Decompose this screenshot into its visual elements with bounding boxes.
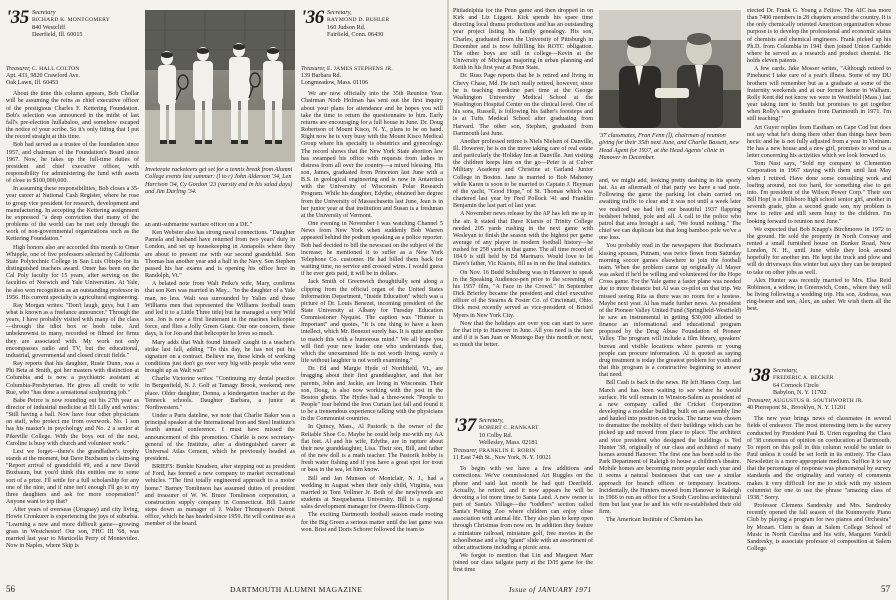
secretary-city: Babylon, N. Y. 11702 <box>773 389 827 396</box>
column-class-37-end <box>747 8 891 364</box>
paragraph: Bill and Jan Munson of Montclair, N. J., had a wedding in August when their only child, Virginia, was married to Tom Vollmer Jr. Both of the newlyweds are students at Susquehanna University. Bill is a regional sales development manager for Owens-Illinois Corp. <box>301 475 443 511</box>
secretary-name: ROBERT C. BANKART <box>479 425 539 431</box>
treasurer-role: Treasurer, <box>453 448 478 454</box>
head-agents-photo-caption: '37 classmates, Fran Fenn (l), chairman of reunion giving for their 35th next June, and Charlie Bassett, new Head Agent for 1937, at the Head Agents' clinic in Hanover in December. <box>599 132 740 162</box>
paragraph: We forgot to mention that Lin and Margaret Marr joined our class tailgate party at the D/H game for the first time <box>453 553 593 572</box>
class-year: '35 <box>6 8 29 28</box>
page-number-left: 56 <box>6 584 15 594</box>
paragraph: A belated note from Walt Petke's wife, Mary, confirms that son Ken was married in May... "to the daughter of a Yale man, no less. Walt was surrounded by Yalies and those Williams men that represented the Williams football team and led it to a Little Three title) but he managed a very Wild son. Jon is now a first lieutenant in the marines helicopter force, and flies a Jolly Green Giant. Our one concern, these days, is for Jon and that helicopter he loves so much. <box>145 281 295 338</box>
column-class-36 <box>301 8 443 570</box>
magazine-name: DARTMOUTH ALUMNI MAGAZINE <box>230 585 363 594</box>
class-year: '38 <box>747 366 770 386</box>
secretary-address: 160 Judson Rd. <box>327 24 366 31</box>
secretary-role: Secretary, <box>773 367 798 374</box>
tennis-photo-caption: Inveterate racketeers get set for a tennis break from Alumni College events last summer: (l to r) John Alderson '34, Len Harrison '34, Cy Gordon '23 (varsity end in his salad days) and Jim Darling '34. <box>145 166 293 196</box>
treasurer-city: Oak Lawn, Ill. 60453 <box>6 80 59 87</box>
secretary-city: Fairfield, Conn. 06430 <box>327 31 384 38</box>
paragraph: Charlie Victorine writes: "Continuing my dental practice in Bergenfield, N. J. Golf at Tamagy Brook, weekend; new place. Older daughter, Donna, a kindergarten teacher at the Tenneck schools. Daughter Barbara, a junior at Northwestern." <box>145 376 295 411</box>
column-class-36-continued <box>453 8 593 413</box>
paragraph: Art Guyer replies from Eastham on Cape Cod but does not say what he's doing there other than things have been hectic and he is not fully adjusted from a year in Vietnam. He has a new house and a new girl, promises to send us a letter concerning his activities which we look forward to. <box>747 124 891 160</box>
secretary-name: FREDERIC A. BECKER <box>773 375 834 381</box>
paragraph: Ray reports that his daughter, Rusie Dunn, was a Phi Beta at Smith, got her masters with distinction at Columbia and is now a psychiatric assistant at Columbia-Presbyterian. He gives all credit to wife Rue, who "has done a sensational sculpturing job." <box>6 361 139 396</box>
class-38-body <box>747 416 891 553</box>
treasurer-block <box>301 66 443 87</box>
class-36-header <box>301 8 443 64</box>
issue-date: Issue of JANUARY 1971 <box>509 585 592 594</box>
class-36-body <box>301 91 443 534</box>
treasurer-role: Treasurer, <box>747 398 772 404</box>
treasurer-address: 40 Pierrepont St., Brooklyn, N. Y. 11201 <box>747 405 847 412</box>
paragraph: The new year brings news of classmates in several fields of endeavor. The most interesting item is the survey conducted by President Paul B. Urien regarding the Class of '38 concensus of opinion on coeducation at Dartmouth. To report on this poll in this column would be unfair to Paul unless it could be set forth in its entirety. The Class Newsletter is a more appropriate medium. Suffice it to say that the percentage of response was phenomenal by survey standards and the originality and variety of comments makes it very difficult for me to stick with my sixteen columnist for one to use the phrase "amazing class of 1938." Sorry. <box>747 416 891 501</box>
class-38-header <box>747 366 891 394</box>
paragraph: After years of overseas (Uruguay) and city living, Howie Cronkurer is experiencing the joys of suburbia. "Learning a new and more difficult game—growing grass in Westchester! Our son, FHC III '68, was married last year to Marticella Perry of Montevideo. Now in Naples, where Skip is <box>6 507 139 549</box>
secretary-address: 840 Westcliff <box>32 24 66 31</box>
column-class-38 <box>747 366 891 572</box>
paragraph: The American Institute of Chemists has <box>606 517 703 524</box>
paragraph: Dr. Ed and Margie Hyde of Northfield, Vt., are bragging about their first granddaughter, and that her parents, John and Jackie, are living in Wisconsin. Their son, Doug, is also now working with the post in the Boston ghetto. The Hydes had a three-week "People to People" tour behind the Iron Curtain last fall and found it to be a tremendous experience talking with the physicians in the Communist countries. <box>301 366 443 423</box>
paragraph: Bill Cash is back in the news. He left Hanes Corp. last March and has been waiting to see where he would surface. He will remain in Winston-Salem as president of a new company called the Cricket Corporation developing a modular building built on an assembly line and hauled into position on trucks. The name was chosen to dramatize the mobility of their buildings which can be picked up and moved from place to place. The architect and vice president who designed the buildings is Ted Hunter '38, originally of our class and architect of many homes around Hanover. The first one has been sold to the Park Department of Raleigh to house a children's theatre. Mobile homes are becoming more popular each year and it seems a natural businesses that can use a similar approach for branch offices or temporary locations. Incidentally, the Hunters moved from Hanover to Raleigh in 1966 to run an office for a South Carolina architectural firm but last year he and his wife re-established their old firm. <box>599 380 741 516</box>
treasurer-address: Apt. 433, 9820 Crawford Ave. <box>6 73 80 80</box>
tennis-photo-image <box>145 10 295 162</box>
column-class-35-continued <box>145 222 295 570</box>
paragraph: Dr. Russ Page reports that he is retired and living in Chevy Chase, Md. He isn't really retired, however, since he is teaching medicine part time at the George Washington University Medical School at the Washington Hospital Center on the clinical level. One of his sons, Russell, is following his father's footsteps and is at Tufts Medical School after graduating from Harvard. The other son, Stephen, graduated from Dartmouth last June. <box>453 73 593 137</box>
paragraph: In assuming these responsibilities, Bob closes a 35-year career at National Cash Register, where he rose to group vice president for research, development and manufacturing. In accepting the Kettering assignment he expressed "a deep conviction that many of the problems of the world can be met only through the work of non-governmental organizations such as the Kettering Foundation." <box>6 186 139 243</box>
paragraph: Now that the holidays are over you can start to save for that trip to Hanover in June. All you need is the fare and if it is San Juan or Montego Bay this month or next, so much the better. <box>453 320 593 349</box>
treasurer-name: C. HALL COLTON <box>31 66 80 72</box>
paragraph: Another professed retiree is Niels Nielsen of Danville, Ill. However, he is on the move taking care of real estate and particularly the Holiday Inn at Danville. Just visiting the children keeps him on the go—Peter is at Culver Military Academy and Christine at Garland Junior College in Boston. Jane is married to Bob Mahoney while Karen is soon to be married to Captain J. Heyman of the yacht, "Good Hope," of St. Thomas which was chartered last year by Fred Pollock '41 and Franklin Benjamin the last part of last year. <box>453 138 593 210</box>
paragraph: Ken Webster also has strong naval connections. "Daughter Pamela and husband have returned from two years' duty in London, and set up housekeeping in Annapolis where they are about to present me with our second grandchild. Son Thomas has another year and a half in the Navy. Son Stephen passed his bar exams and is opening his office here in Randolph, Vt." <box>145 230 295 280</box>
class-year: '37 <box>453 416 476 436</box>
paragraph: We are now officially into the 35th Reunion Year. Chairman Norb Hofman has sent out the first inquiry about your plans for attendance and he hopes you will take the time to return the questionnaire to him. Early returns are encouraging for a full house in June. Dr. Doug Robertson of Mount Kisco, N. Y., plans to be on hand. Right now he is very busy with the Mount Kisco Medical Group where his specialty is obstetrics and gynecology. The record shows that the New York State abortion law has swamped his office with requests from ladies in distress from all over the country—a mixed blessing. His son, James, graduated from Princeton last June with a B.S. in geological engineering and is now in Antarctica with the University of Wisconsin Polar Research Program. While his daughter, Edythe, obtained her degree from the University of Massachusetts last June, Jean is in her junior year at that institution and Susan is a freshman at the University of Vermont. <box>301 91 443 219</box>
treasurer-block <box>6 66 139 87</box>
paragraph: To begin with we have a few additions and corrections. We've commissioned Art Ruggles on the phone and said last month he had quit Deerfield. Actually, he retired, and it now appears he will be devoting a lot more time to Santa Land. A new owner is part of Santa's Village—the "toddlers" section called Santa's Petting Zoo where children can enjoy close association with animal life. They also plan to keep open through Christmas from now on. In addition they feature a miniature railroad, miniature golf, free movies in the schoolhouse and a big "giant" slide with an assortment of other attractions including a picnic area. <box>453 466 593 551</box>
treasurer-name: E. JAMES STEPHENS JR. <box>326 66 393 72</box>
class-37-header <box>453 416 593 444</box>
paragraph: Ray Morgan writes: "Don't laugh, guys, but I am what is known as a freelance announcer." Through the years, I have probably visited with many of the class—through the idiot box or boob tube. And unbeknownst to many, recorded or filmed for firms they are associated with. My work not only encompasses radio and TV, but the educational, industrial, governmental and closed circuit fields." <box>6 302 139 359</box>
secretary-city: Wellesley, Mass. 02181 <box>479 439 538 446</box>
paragraph: In Quincy, Mass., Al Pastorik is the owner of the Reliable Shoe Co. Maybe he could help me-with my AA flat feet. Al and his wife, Edythe, are in rapture about their new granddaughter, Lisa. Their son, Bill, and father of the new doll is a math teacher. The Pastorik hobby is fresh water fishing and if you have a great spot for trout or bass in the sea, let him know. <box>301 424 443 474</box>
paragraph: Under a Paris dateline, we note that Charlie Baker was a principal speaker at the International Iron and Steel Institute's fourth annual conference. I must have missed the announcement of this promotion. Charlie is now secretary-general of the Institute, after a distinguished career at Universal Atlas Cement, which he previously headed as president. <box>145 413 295 462</box>
paragraph: We expected that Bob Knapp's Birchmores in 1972 to the ground. He sold the property in North Conway and rented a small furnished house on Bunker Road, New London, N. H., until June while they look around hopefully for another inn. He kept the truck and plow and will do driveways this winter but says they can be tempted to take on other jobs as well. <box>747 226 891 276</box>
class-35-header <box>6 8 139 64</box>
paragraph: Alex Hunter was recently married to Mrs. Elsa Reid Robinson, a widow, in Greenwich, Conn., where they will be living following a wedding trip. His son, Andreas, was ring-bearer and son, Alex, an usher. We wish them all the best. <box>747 277 891 313</box>
treasurer-name: AUGUSTUS R. SOUTHWORTH JR. <box>772 398 864 404</box>
class-year: '36 <box>301 8 324 28</box>
paragraph: an anti-submarine warfare officer on a DE." <box>145 222 253 228</box>
treasurer-name: FRANKLIN E. ROBIN <box>478 448 536 454</box>
secretary-city: Deerfield, Ill. 60015 <box>32 31 83 38</box>
paragraph: Lest we forget—there's the grandfather's trophy stands at the moment, but Dave Buxbaum is claim-ing "Report arrival of grandchild #9, and a new David Buxbaum, but you'd think this entitles me to some sort of a prize. I'll settle for a full scholarship for any one of the nine, and if nine isn't enough I'll go to my three daughters and ask for more cooperation!" Anyone want to top that? <box>6 448 139 506</box>
paragraph: Mary adds that Walt found himself caught in a teacher's strike last fall, adding "To this day, he has not put his signature on a contract. Believe me, these kinds of working conditions just don't go over very big with people who were brought up as Walt was!" <box>145 339 295 375</box>
paragraph: BRIEFS: Bunkie Knudsen, after stepping out as president of Ford, has formed a new company to market recreational vehicles. "The first totally engineered approach to a motor home." Barney Tomlinson has assumed duties of president and treasurer of W. W. Bruce Tomlinson corporation, a construction supply company in Connecticut. Bill Laurie steps down as manager of J. Walter Thompson's Detroit office, which he has headed since 1959. He will continue as a member of the board. <box>145 464 295 528</box>
paragraph: High honors also are accorded this month to Omer Whipple, one of five professors selected by California State Polytechnic College in San Luis Obispo for its distinguished teachers award. Omer has been on the Cal Poly faculty for 15 years, after serving on the faculties of Norwich and Yale Universities. At Yale, he also won recognition as an outstanding professor in 1956. His current specialty is agricultural engineering. <box>6 244 139 301</box>
paragraph: A few cards. Jake Mosser writes, "Although retired to Pinehurst I take care of a year's illness. Some of my DU brothers will remember but as a graduate at some of the fraternity weekends and at our former home in Walham. Rolly Kent did not know we were in Westfield (Mass.) last year taking turn to Smith but promises to get together when Rolly's son graduates from Dartmouth in 1971. I'm still teaching!" <box>747 66 891 123</box>
secretary-address: 64 Cornock Circle <box>773 382 819 389</box>
paragraph: elected Dr. Frank G. Young a Fellow. The AIC has more than 7400 members in 28 chapters around the country. It is the only chemically oriented American organization whose purpose is to develop the professional and economic status of chemists and chemical engineers. Frank picked up his Ph.D. from Columbia in 1941 then joined Union Carbide where he served as a research and product chemist. He holds eleven patents. <box>747 8 891 65</box>
paragraph: Bob had served as a trustee of the foundation since 1957, and chairman of the Foundation's Board since 1967. Now, he takes up the full-time duties of president and chief executive officer, with responsibility for administering the fund with assets of close to $100,000,000. <box>6 142 139 185</box>
secretary-role: Secretary, <box>327 9 352 16</box>
secretary-address: 10 Colby Rd. <box>479 432 513 439</box>
paragraph: Philadelphia for the Penn game and then dropped in on Kirk and Liz Liggett. Kirk spends his spare time directing local drama productions and has an outstanding year project listing his family genealogy. His son, Charles, graduated from the University of Pittsburgh in December and is now fulfilling his ROTC obligation. The other boys are still in college—Kevin at the University of Michigan majoring in urban planning and Keith in his first year at Penn State. <box>453 8 593 72</box>
treasurer-role: Treasurer, <box>301 66 326 72</box>
paragraph: A November news release by the AP has left me up in the air. It stated that Dave Kiarsis of Trinity College needed 205 yards rushing in the next game with Wesleyan to finish the season with the highest per game average of any player in modern football history—he rushed for 258 yards in that game. The all time record of 184.9 is still held by Ed Marinaro. Would love to let Dave's father, Vic Kiarsis, fill us in on the final statistics. <box>453 211 593 268</box>
treasurer-address: 139 Barbara Rd. <box>301 73 342 80</box>
paragraph: Professor Clemens Sandresky and Mrs. Sandresky recently opened the fall season of the Kunmoyefe Piano Club by playing a program for two pianos and Orchestra" by Mozart. Clem is dean at Salem College School of Music in North Carolina and his wife, Margaret Vardell Sandresky, is associate professor of composition at Salem College. <box>747 503 891 552</box>
class-37-body <box>453 466 593 572</box>
head-agents-photo-image <box>599 10 741 128</box>
tennis-photo <box>145 10 295 162</box>
treasurer-address: 11 East 74th St., New York, N. Y. 10021 <box>453 455 552 462</box>
column-class-37 <box>453 416 593 572</box>
treasurer-block <box>747 398 891 412</box>
page-left <box>0 0 447 600</box>
page-right <box>449 0 896 600</box>
paragraph: Babe Peirce is now rounding out his 27th year as director of industrial medicine at Eli Lilly and writes: "Still having a ball. Now have four other physicians on staff, who protect me from overwork. No. 1 son has his master's in psychology and No. 2 a senior at Pikeville College. With the boys out of the nest, Caroline is busy with church and volunteer work." <box>6 397 139 447</box>
class-35-body <box>6 91 139 550</box>
treasurer-city: Longmeadow, Mass. 01106 <box>301 80 369 87</box>
paragraph: Jack Smith of Greenwich thoughtfully sent along a clipping from the official organ of the United States Information Department, "Inside Education" which was a picture of Dr. Louis Benezet, incoming president of the State University at Albany for Tuesday Education Commissioner Nyquist. The caption was "Humor is Important" and quotes, "It is one thing to have a keen intellect, which Mr. Benezet surely has. It is quite another to match this with a humorous mind." We all hope you will find your new leader one who understands that, which the unexamined life is not worth living, surely a life without laughter is not worth examining." <box>301 279 443 365</box>
paragraph: You probably read in the newspapers that Buchman's kissing spouses, Putnam, was twice flown from Saturday morning soccer games elsewhere to join the football team. When the problem came up originally Al Mayer was asked if he'd be willing and volunteered for the Hope Cross game. For the Yale game a faster plane was needed due to more distance but Al was co-pilot on that trip. We missed seeing Rita as there was no room for a hostess. Maybe next year. Al has made further news. As president of the Pioneer Valley United Fund (Springfield-Westfield) he saw an instrumental in getting $30,000 allotted to finance an informational and educational program proposed by the Drug Abuse Foundation of Pioneer Valley. The program will include a film library, speakers' bureau and visible locations where parents or young people can procure information. Al is quoted as saying drug treatment is today the greatest problem for youth and that this program is a constructive beginning to answer that need. <box>599 243 741 379</box>
paragraph: The exciting Dartmouth football season made rooting for the Big Green a serious matter until the last game was won. Brist and Doris Schorer followed the team to <box>301 512 443 533</box>
paragraph: One evening in November I was watching Channel 5 News from New York when suddenly Bob Warren appeared behind the podium speaking as a police reporter. Bob had decided to bill the newscast on the subject of the increase; he mentioned it to suffer as a New York Telephone Co. customer. He had billed them back for waiting time, no service and crossed wires. I would guess if he ever gets paid, it will be in dollars. <box>301 221 443 278</box>
page-number-right: 57 <box>881 584 890 594</box>
treasurer-role: Treasurer, <box>6 66 31 72</box>
paragraph: On Nov. 16 Budd Schulberg was in Hanover to speak in the Speaking Audience-pen price to the screening of his 1957 film, "A Face in the Crowd." In September Dick Brierley became the president and chief executive officer of the Stearns & Foster Co. of Cincinnati, Ohio. Dick most recently served as vice-president of Bristol Myers in New York City. <box>453 269 593 319</box>
paragraph: Tom Nast says, "Sold my company to Clementon Corporation in 1967 staying with them until last May when I retired. Have done some consulting work and loafing around, not too hard, for something else to get into. I'm president of the Wilson Power Corp." Their son Bill Hopf is a Hillsboro high school senior girl, another in seventh grade, plus a second grade son, my problem is how to retire and still seem busy to the children. I'm looking forward to reunion next June." <box>747 161 891 225</box>
secretary-name: RICHARD K. MONTGOMERY <box>32 17 111 23</box>
secretary-role: Secretary, <box>479 417 504 424</box>
secretary-role: Secretary <box>32 9 56 16</box>
column-class-35 <box>6 8 139 568</box>
treasurer-block <box>453 448 593 462</box>
head-agents-photo <box>599 10 741 128</box>
paragraph: and, we might add, looking pretty dashing in his sporty hat. As an aftermath of that party we have a sad note. Following the game the parking lot chain carried on awaiting traffic to clear and it was not until a week later we realized we had left our beautiful 1937 flapping bedsheet behind, pole and all. A call to the police who patrol that area brought a sad, "We found nothing." The chief we can duplicate but that long bamboo pole we've a one loss. <box>599 178 741 242</box>
paragraph: About the time this column appears, Bob Chollar will be assuming the reins as chief executive officer of the prestigious Charles F. Kettering Foundation. Bob's selection was announced in the midst of last fall's pre-election hullabaloo, and somehow escaped the notice of your scribe. So it's only fitting that I put the record straight at this time. <box>6 91 139 141</box>
column-class-37-continued <box>599 178 741 572</box>
secretary-name: RAYMOND D. BUHLER <box>327 17 390 23</box>
